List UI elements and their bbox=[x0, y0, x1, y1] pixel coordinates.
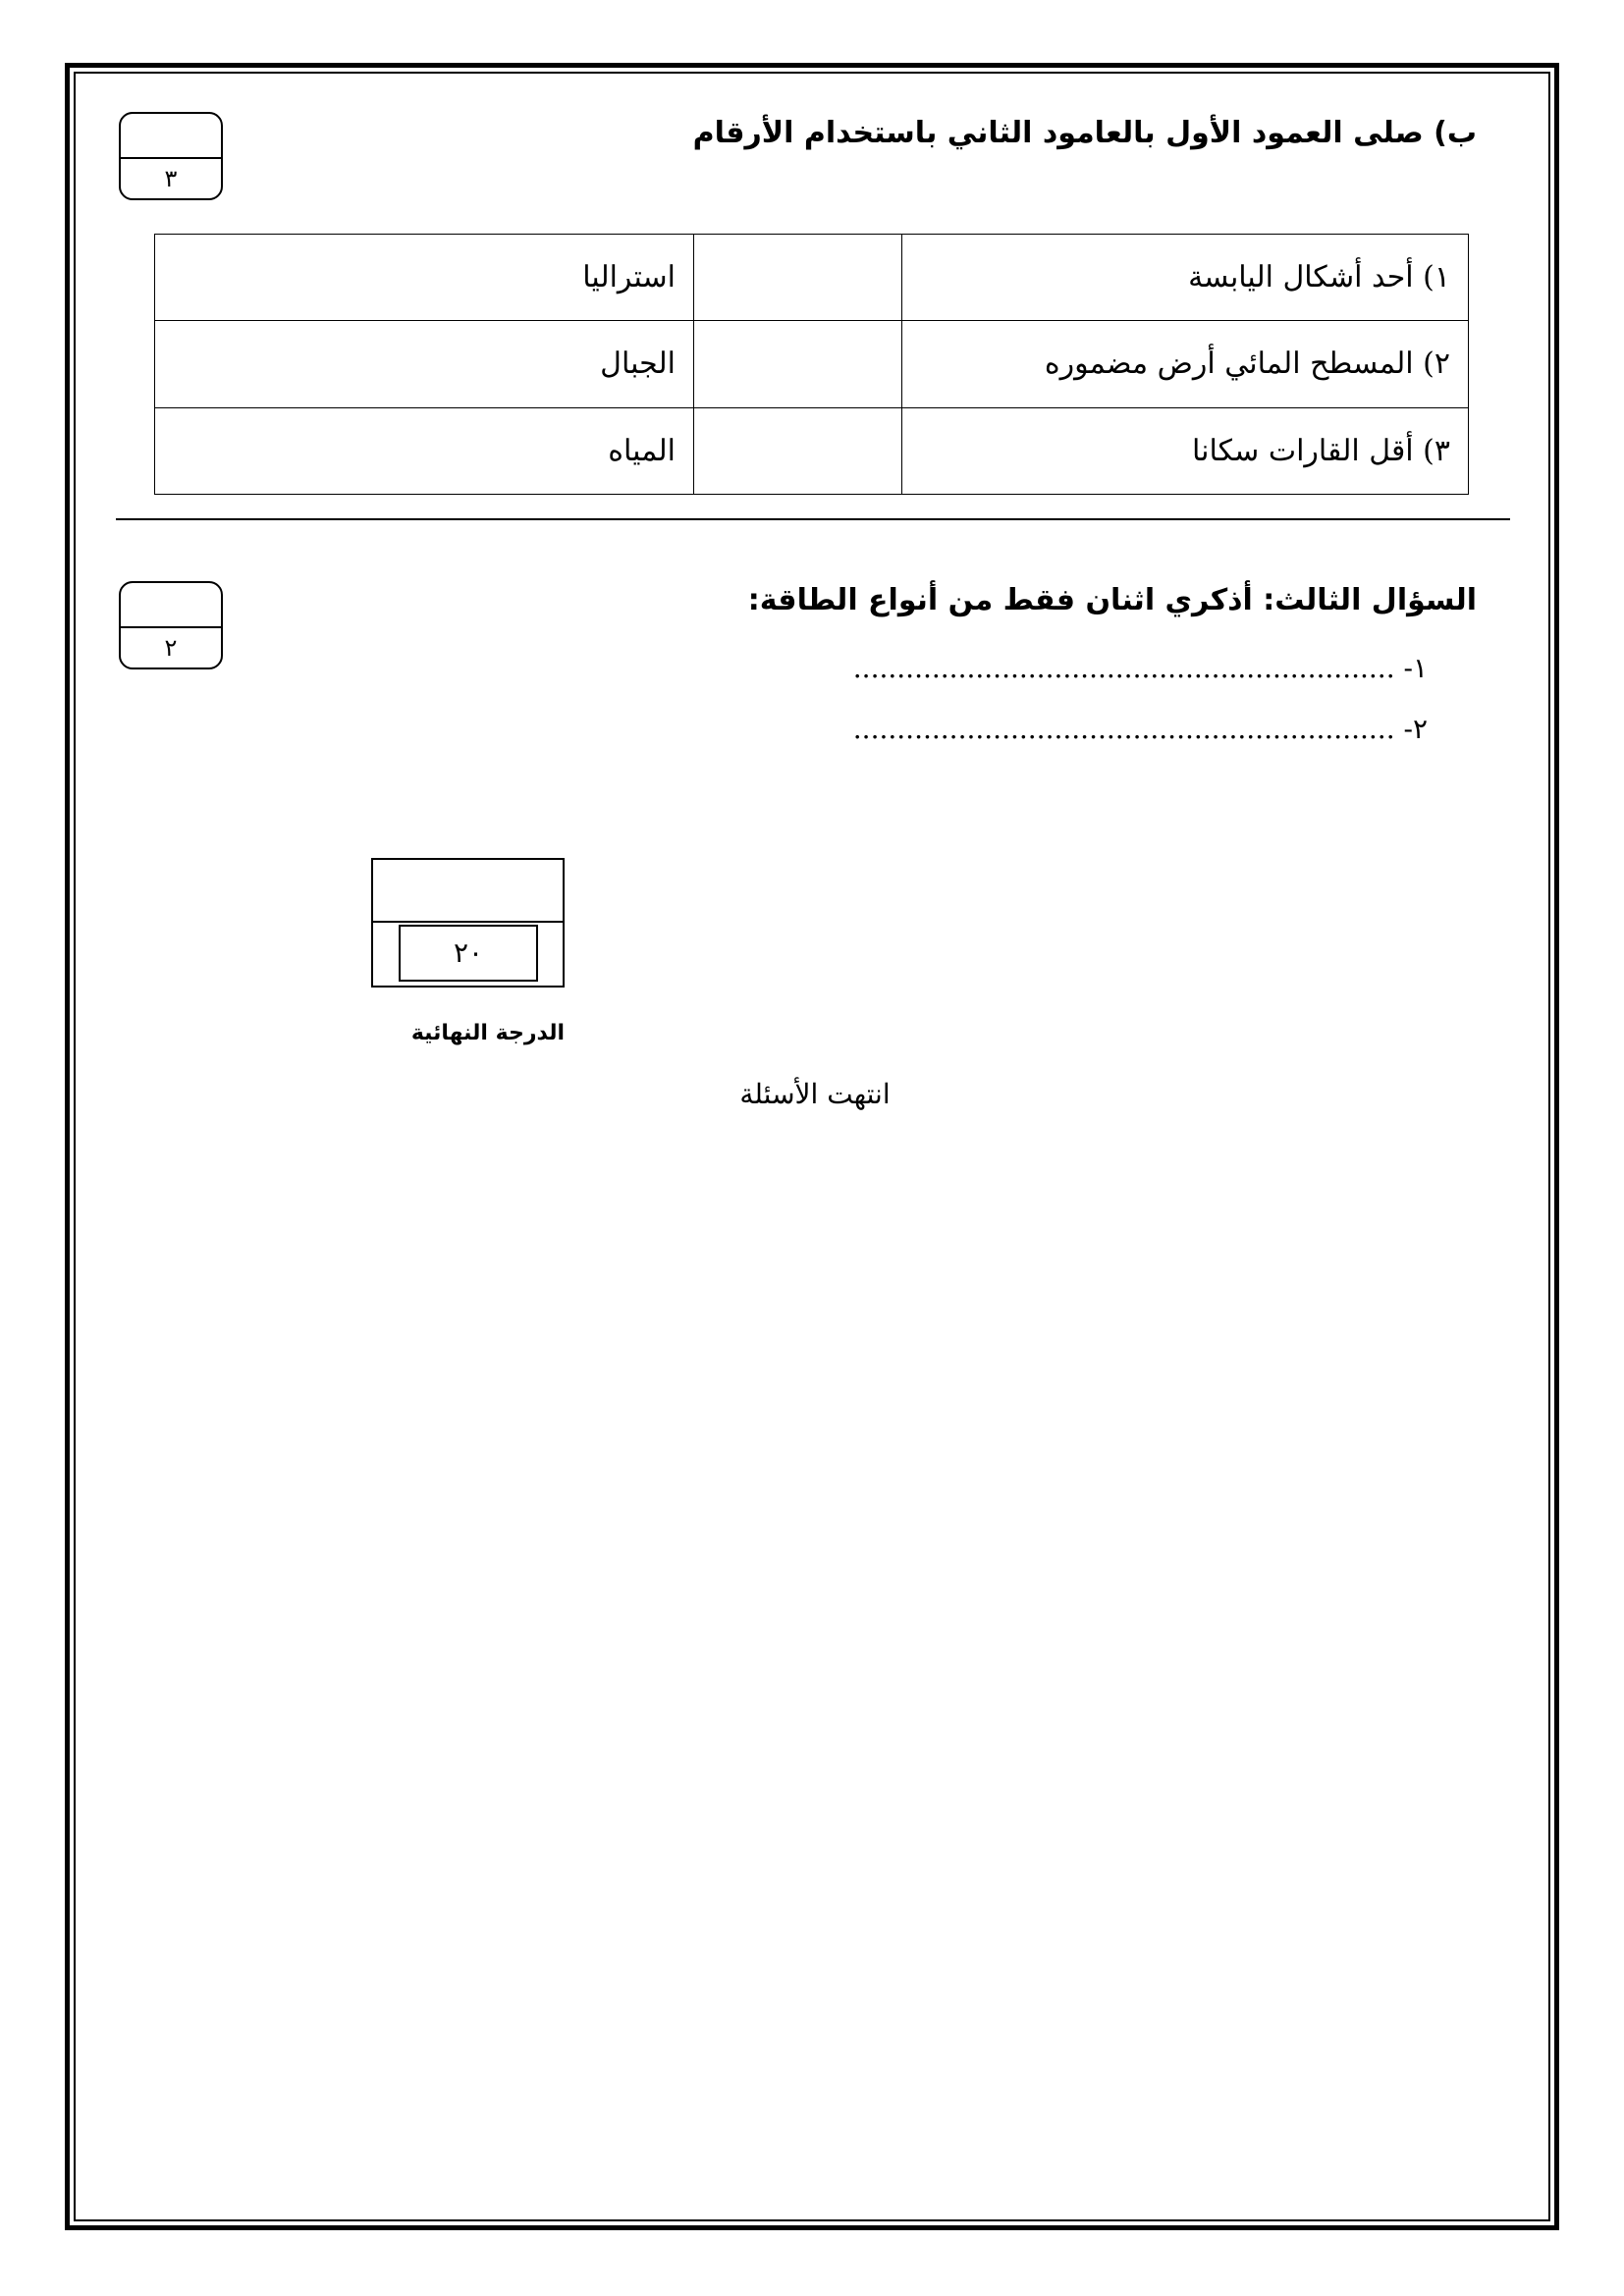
final-grade-divider bbox=[373, 921, 563, 923]
matching-table bbox=[154, 234, 1469, 495]
match-cell: الجبال bbox=[155, 321, 694, 407]
score-box-divider bbox=[121, 626, 221, 628]
answer-line-2[interactable]: ٢- .............................................................. bbox=[852, 713, 1428, 745]
question3-score-box bbox=[119, 581, 223, 669]
answer-cell[interactable] bbox=[694, 321, 902, 407]
table-row bbox=[155, 407, 1469, 494]
question3-title: السؤال الثالث: أذكري اثنان فقط من أنواع الطاقة: bbox=[747, 583, 1477, 617]
item-cell: ٣) أقل القارات سكانا bbox=[902, 407, 1469, 494]
table-row bbox=[155, 235, 1469, 321]
score-box-divider bbox=[121, 157, 221, 159]
section-b-score-box bbox=[119, 112, 223, 200]
question3-score: ٢ bbox=[164, 634, 178, 662]
final-grade-label: الدرجة النهائية bbox=[410, 1021, 565, 1045]
section-divider bbox=[116, 518, 1510, 520]
match-cell: المياه bbox=[155, 407, 694, 494]
answer-cell[interactable] bbox=[694, 235, 902, 321]
table-row bbox=[155, 321, 1469, 407]
end-note: انتهت الأسئلة bbox=[739, 1078, 891, 1110]
item-cell: ١) أحد أشكال اليابسة bbox=[902, 235, 1469, 321]
answer-line-1[interactable]: ١- .............................................................. bbox=[852, 652, 1428, 684]
final-grade-box bbox=[371, 858, 565, 988]
match-cell: استراليا bbox=[155, 235, 694, 321]
answer-cell[interactable] bbox=[694, 407, 902, 494]
item-cell: ٢) المسطح المائي أرض مضموره bbox=[902, 321, 1469, 407]
final-grade-value: ٢٠ bbox=[399, 925, 538, 982]
section-b-title: ب) صلى العمود الأول بالعامود الثاني باستخدام الأرقام bbox=[692, 116, 1477, 150]
section-b-score: ٣ bbox=[164, 165, 178, 192]
